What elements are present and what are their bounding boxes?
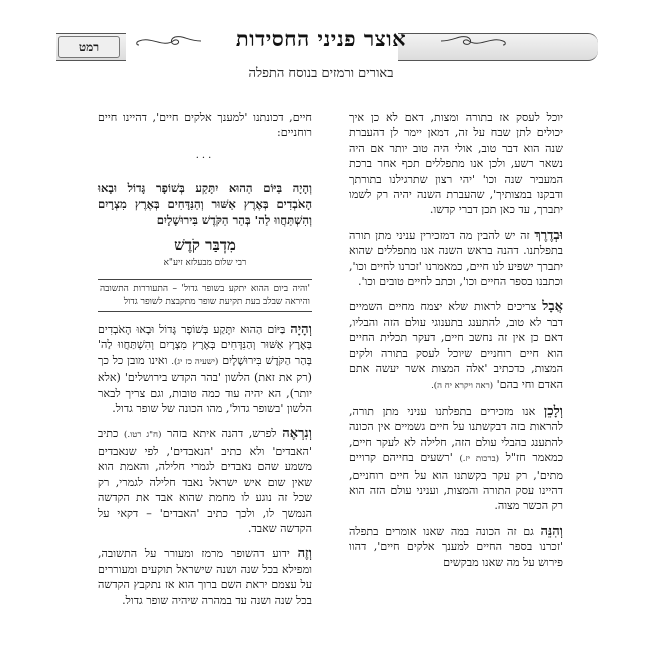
lead-word: וְלָכֵן <box>543 403 563 419</box>
source-reference: (ח"ג רטו.) <box>124 430 162 441</box>
paragraph-text: צריכים לראות שלא יצמח מחיים השמיים דבר לא טוב, להתענג בתענוגי עולם הזה והבליו, דאם כן אין זה נחשב חיים, דעקר תכלית החיים הוא חיים רוחניים שיוכל לעסק בתורה ולקים המצות, כדכתיב 'אלה המצות אשר יעשה אתם האדם וחי בהם' <box>349 300 563 391</box>
paragraph-text: כתיב 'האבדים' ולא כתיב 'הנאבדים', לפי שנאבדים משמע שהם נאבדים לגמרי חלילה, והאמת הוא שאין שום איש ישראל נאבד חלילה לגמרי, רק שכל זה נוגע לו מחמת שהוא אבד את הקדשה הנמשך לו, ולכך כתיב 'האבדים' – דקאי על הקדשה שאבד. <box>98 427 312 535</box>
source-reference: (ברכות יז.) <box>459 454 500 465</box>
paragraph-text: לפרש, דהנה איתא בזהר <box>167 427 283 441</box>
paragraph <box>349 299 563 393</box>
lead-word: וְזֶה <box>297 546 312 562</box>
lead-word: וּבְדֶרֶךְ <box>534 227 563 243</box>
lead-word: וְהִנֵּה <box>540 523 563 539</box>
page-header <box>137 26 505 96</box>
paragraph <box>349 228 563 290</box>
paragraph <box>98 322 312 416</box>
lead-word: וְהָיָה <box>290 322 312 338</box>
separator-dots: ··· <box>195 152 215 164</box>
paragraph <box>98 426 312 536</box>
lead-word: וְנִרְאֶה <box>282 426 312 442</box>
paragraph <box>349 110 563 218</box>
paragraph-text: גם זה הכונה במה שאנו אומרים בתפלה 'זכרנו בספר החיים למענך אלקים חיים', דהוו פירוש על מה שאנו מבקשים <box>349 524 563 569</box>
page-number-tab <box>58 36 120 58</box>
paragraph-text: יוכל לעסק אז בתורה ומצות, דאם לא כן איך יכולים לתן שבח על זה, דמאן יימר לן דהעברת שנה הוא דבר טוב, אולי היה טוב יותר אם היה נשאר רשע, ולכן אנו מתפללים תכף אחר ברכת המעביר שנה וכו' 'יהי רצון שתרגילנו בתורתך ודבקנו במצותיך', שהעברת השנה יהיה רק לשמו יתברך, עד כאן תכן דברי קדשו. <box>349 111 563 217</box>
paragraph-text: זה יש להבין מה דמזכירין עניני מתן תורה בתפלתנו. דהנה בראש השנה אנו מתפללים שהוא יתברך ישפיע לנו חיים, כמאמרנו 'זכרנו לחיים וכו', וכתבנו בספר החיים וכו', וכתב לחיים טובים וכו'. <box>349 228 563 289</box>
paragraph <box>98 546 312 608</box>
source-reference: (ישעיה כז יג). <box>171 356 219 367</box>
paragraph <box>98 110 312 141</box>
text-column-right <box>349 110 563 580</box>
source-reference: (ראה ויקרא יח ה). <box>431 380 494 391</box>
text-column-left <box>98 110 312 618</box>
page-subtitle: באורים ורמזים בנוסח התפלה <box>248 66 394 81</box>
paragraph-text: ואינו מובן כל כך (רק את זאת) הלשון 'בהר הקדש בירושלים' (אלא יותר), הא יהיה עוד כמה טובות, וגם צריך לבאר הלשון 'בשופר גדול', מהו הכונה של שופר גדול. <box>98 353 312 416</box>
paragraph <box>349 524 563 570</box>
summary-box: 'והיה ביום ההוא יתקע בשופר גדול' – התעוררות התשובה והיראה שבלב בעת תקיעת שופר מתקבצת לשופר גדול <box>98 279 312 312</box>
section-author: רבי שלום מבעלזא זיע"א <box>163 257 247 268</box>
paragraph-text: אנו מזכירים בתפלתנו עניני מתן תורה, להראות בזה דבקשתנו על חיים גשמיים אין הכונה להתענג בהבלי עולם הזה, חלילה לא לעקר חיים, כמאמר חז"ל <box>349 404 563 465</box>
paragraph <box>349 404 563 514</box>
paragraph-text: בַּיּוֹם הַהוּא יִתָּקַע בְּשׁוֹפָר גָּדוֹל וּבָאוּ הָאֹבְדִים בְּאֶרֶץ אַשּׁוּר וְהַנִּדָּחִים בְּאֶרֶץ מִצְרָיִם וְהִשְׁתַּחֲווּ לַה' בְּהַר הַקֹּדֶשׁ בִּירוּשָׁלָיִם <box>98 323 312 367</box>
page-title: אוצר פניני החסידות <box>235 26 407 51</box>
page-number: רמט <box>78 40 100 54</box>
paragraph-text: 'רשעים בחייהם קרויים מתים', רק עקר בקשתנו הוא על חיים רוחניים, דהיינו עסק התורה והמצות, ועניני עולם הזה הוא רק הכשר מצוה. <box>349 451 563 513</box>
section-title: מִדְבַּר קֹדֶשׁ <box>174 236 236 255</box>
lead-word: אֲבָל <box>542 299 563 315</box>
paragraph-text: חיים, דכונתנו 'למענך אלקים חיים', דהיינו חיים רוחניים: <box>98 111 312 140</box>
verse-heading: וְהָיָה בַּיּוֹם הַהוּא יִתָּקַע בְּשׁוֹפָר גָּדוֹל וּבָאוּ הָאֹבְדִים בְּאֶרֶץ אַשּׁוּר וְהַנִּדָּחִים בְּאֶרֶץ מִצְרָיִם וְהִשְׁתַּחֲווּ לַה' בְּהַר הַקֹּדֶשׁ בִּירוּשָׁלָיִם <box>98 181 312 228</box>
paragraph-text: ידוע דהשופר מרמז ומעורר על התשובה, ומפילא בכל שנה ושנה שישראל תוקעים ומעוררים על עצמם יראת השם ברוך הוא אז נתקבץ הקדשה בכל שנה ושנה עד במהרה שיהיה שופר גדול. <box>98 547 312 607</box>
